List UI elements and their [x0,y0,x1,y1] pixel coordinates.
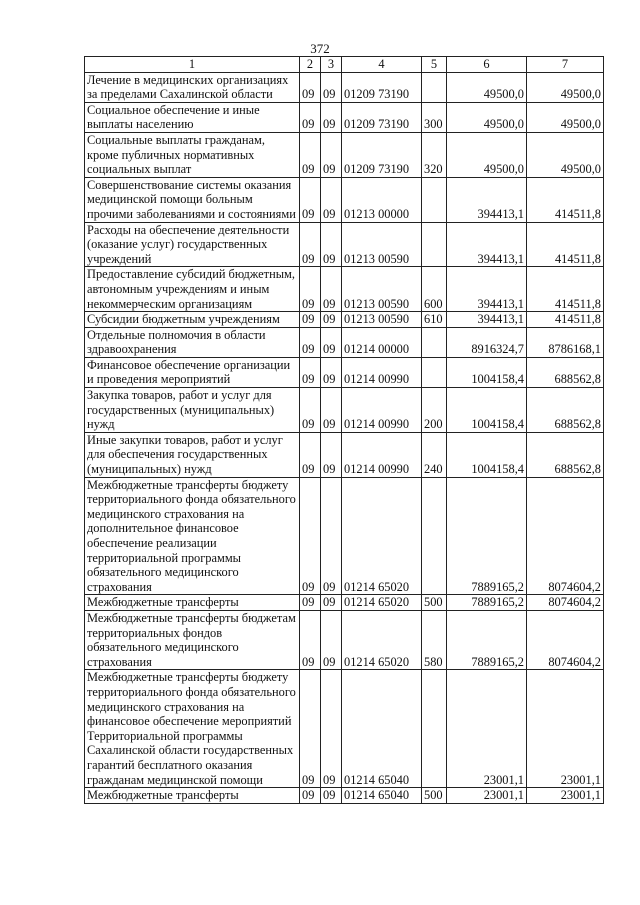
row-amount-col7: 49500,0 [527,132,604,177]
row-target-article-code: 01214 00990 [342,357,422,387]
row-subsection-code: 09 [321,670,342,788]
row-name: Социальное обеспечение и иные выплаты населению [85,102,300,132]
row-name: Межбюджетные трансферты бюджету территориального фонда обязательного медицинского страхования на дополнительное финансовое обеспечение реализации территориальной программы обязательного медицинского страхования [85,477,300,595]
row-subsection-code: 09 [321,102,342,132]
table-row [85,388,604,433]
row-section-code: 09 [300,222,321,267]
row-amount-col6: 394413,1 [447,222,527,267]
row-target-article-code: 01214 00000 [342,327,422,357]
table-row [85,610,604,669]
row-amount-col7: 8074604,2 [527,595,604,611]
row-expense-type-code: 610 [422,312,447,328]
row-subsection-code: 09 [321,177,342,222]
row-amount-col6: 8916324,7 [447,327,527,357]
row-amount-col7: 414511,8 [527,312,604,328]
row-amount-col7: 8074604,2 [527,477,604,595]
header-row [85,57,604,73]
row-name: Предоставление субсидий бюджетным, автономным учреждениям и иным некоммерческим организациям [85,267,300,312]
row-section-code: 09 [300,327,321,357]
row-amount-col6: 23001,1 [447,788,527,804]
row-section-code: 09 [300,267,321,312]
row-amount-col6: 7889165,2 [447,610,527,669]
row-subsection-code: 09 [321,267,342,312]
row-name: Расходы на обеспечение деятельности (оказание услуг) государственных учреждений [85,222,300,267]
row-target-article-code: 01214 00990 [342,432,422,477]
row-amount-col7: 49500,0 [527,72,604,102]
row-target-article-code: 01209 73190 [342,132,422,177]
table-row [85,102,604,132]
row-amount-col7: 414511,8 [527,177,604,222]
row-target-article-code: 01213 00590 [342,222,422,267]
row-expense-type-code [422,72,447,102]
table-row [85,312,604,328]
row-subsection-code: 09 [321,432,342,477]
header-col-2: 2 [300,57,321,73]
row-amount-col6: 49500,0 [447,102,527,132]
row-section-code: 09 [300,595,321,611]
row-section-code: 09 [300,312,321,328]
table-row [85,327,604,357]
row-expense-type-code: 200 [422,388,447,433]
row-name: Финансовое обеспечение организации и проведения мероприятий [85,357,300,387]
row-amount-col6: 1004158,4 [447,432,527,477]
table-row [85,788,604,804]
row-expense-type-code: 600 [422,267,447,312]
row-section-code: 09 [300,177,321,222]
header-col-3: 3 [321,57,342,73]
header-col-5: 5 [422,57,447,73]
row-amount-col7: 8786168,1 [527,327,604,357]
row-subsection-code: 09 [321,610,342,669]
row-expense-type-code: 300 [422,102,447,132]
row-name: Лечение в медицинских организациях за пределами Сахалинской области [85,72,300,102]
row-section-code: 09 [300,357,321,387]
row-subsection-code: 09 [321,595,342,611]
header-col-1: 1 [85,57,300,73]
row-subsection-code: 09 [321,132,342,177]
row-name: Межбюджетные трансферты [85,595,300,611]
row-amount-col7: 8074604,2 [527,610,604,669]
row-amount-col7: 414511,8 [527,267,604,312]
row-name: Совершенствование системы оказания медицинской помощи больным прочими заболеваниями и состояниями [85,177,300,222]
table-row [85,432,604,477]
row-expense-type-code [422,222,447,267]
row-expense-type-code [422,670,447,788]
row-section-code: 09 [300,102,321,132]
row-amount-col7: 688562,8 [527,388,604,433]
row-target-article-code: 01214 65040 [342,788,422,804]
row-expense-type-code: 240 [422,432,447,477]
row-subsection-code: 09 [321,388,342,433]
header-col-7: 7 [527,57,604,73]
row-expense-type-code: 580 [422,610,447,669]
row-section-code: 09 [300,432,321,477]
table-row [85,132,604,177]
row-name: Межбюджетные трансферты [85,788,300,804]
row-name: Иные закупки товаров, работ и услуг для обеспечения государственных (муниципальных) нужд [85,432,300,477]
row-section-code: 09 [300,477,321,595]
row-expense-type-code: 500 [422,788,447,804]
row-amount-col7: 49500,0 [527,102,604,132]
row-target-article-code: 01209 73190 [342,102,422,132]
row-target-article-code: 01213 00590 [342,267,422,312]
row-subsection-code: 09 [321,222,342,267]
row-target-article-code: 01214 65020 [342,595,422,611]
table-row [85,267,604,312]
row-amount-col6: 7889165,2 [447,477,527,595]
header-col-4: 4 [342,57,422,73]
page-number: 372 [310,41,330,56]
row-amount-col7: 688562,8 [527,432,604,477]
row-target-article-code: 01214 65040 [342,670,422,788]
row-name: Отдельные полномочия в области здравоохранения [85,327,300,357]
row-name: Субсидии бюджетным учреждениям [85,312,300,328]
row-amount-col6: 394413,1 [447,267,527,312]
budget-table [84,56,604,804]
row-section-code: 09 [300,670,321,788]
row-amount-col6: 1004158,4 [447,388,527,433]
row-subsection-code: 09 [321,477,342,595]
table-row [85,357,604,387]
row-subsection-code: 09 [321,72,342,102]
row-target-article-code: 01213 00000 [342,177,422,222]
row-amount-col7: 414511,8 [527,222,604,267]
row-expense-type-code [422,327,447,357]
row-target-article-code: 01213 00590 [342,312,422,328]
row-target-article-code: 01209 73190 [342,72,422,102]
row-target-article-code: 01214 65020 [342,610,422,669]
table-row [85,222,604,267]
table-row [85,595,604,611]
row-expense-type-code [422,477,447,595]
row-section-code: 09 [300,610,321,669]
row-amount-col6: 49500,0 [447,132,527,177]
row-name: Закупка товаров, работ и услуг для государственных (муниципальных) нужд [85,388,300,433]
row-expense-type-code: 500 [422,595,447,611]
table-row [85,670,604,788]
row-name: Межбюджетные трансферты бюджету территориального фонда обязательного медицинского страхования на финансовое обеспечение мероприятий Территориальной программы Сахалинской области государственных гарантий бесплатного оказания гражданам медицинской помощи [85,670,300,788]
row-amount-col6: 394413,1 [447,177,527,222]
header-col-6: 6 [447,57,527,73]
row-amount-col6: 23001,1 [447,670,527,788]
row-subsection-code: 09 [321,327,342,357]
row-expense-type-code [422,357,447,387]
row-amount-col7: 23001,1 [527,670,604,788]
row-section-code: 09 [300,788,321,804]
table-row [85,177,604,222]
row-name: Социальные выплаты гражданам, кроме публичных нормативных социальных выплат [85,132,300,177]
table-row [85,72,604,102]
row-amount-col7: 23001,1 [527,788,604,804]
row-subsection-code: 09 [321,357,342,387]
row-subsection-code: 09 [321,788,342,804]
row-amount-col6: 49500,0 [447,72,527,102]
row-subsection-code: 09 [321,312,342,328]
row-amount-col6: 394413,1 [447,312,527,328]
table-row [85,477,604,595]
row-section-code: 09 [300,132,321,177]
row-amount-col7: 688562,8 [527,357,604,387]
row-target-article-code: 01214 00990 [342,388,422,433]
row-section-code: 09 [300,388,321,433]
row-section-code: 09 [300,72,321,102]
row-amount-col6: 1004158,4 [447,357,527,387]
row-name: Межбюджетные трансферты бюджетам территориальных фондов обязательного медицинского страхования [85,610,300,669]
row-target-article-code: 01214 65020 [342,477,422,595]
row-expense-type-code: 320 [422,132,447,177]
row-amount-col6: 7889165,2 [447,595,527,611]
row-expense-type-code [422,177,447,222]
